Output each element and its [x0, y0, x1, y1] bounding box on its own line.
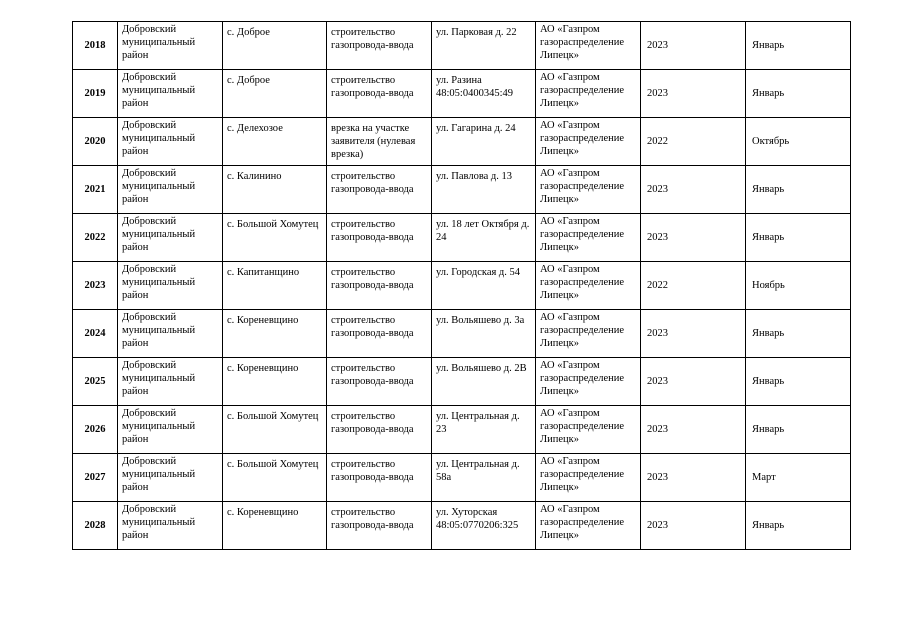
work-type-cell: строительство газопровода-ввода — [327, 166, 432, 214]
organization-cell: АО «Газпром газораспределение Липецк» — [536, 454, 641, 502]
year-cell: 2023 — [641, 454, 746, 502]
gas-works-table — [72, 21, 851, 550]
table-row — [73, 406, 851, 454]
work-type-cell: строительство газопровода-ввода — [327, 502, 432, 550]
organization-cell: АО «Газпром газораспределение Липецк» — [536, 310, 641, 358]
year-cell: 2023 — [641, 310, 746, 358]
district-cell: Добровский муниципальный район — [118, 502, 223, 550]
row-number: 2021 — [73, 166, 118, 214]
month-cell: Январь — [746, 166, 851, 214]
address-cell: ул. Вольяшево д. 3а — [432, 310, 536, 358]
month-cell: Январь — [746, 310, 851, 358]
organization-cell: АО «Газпром газораспределение Липецк» — [536, 358, 641, 406]
row-number: 2027 — [73, 454, 118, 502]
year-cell: 2022 — [641, 118, 746, 166]
row-number: 2020 — [73, 118, 118, 166]
address-cell: ул. 18 лет Октября д. 24 — [432, 214, 536, 262]
year-cell: 2023 — [641, 406, 746, 454]
district-cell: Добровский муниципальный район — [118, 358, 223, 406]
table-row — [73, 166, 851, 214]
table-row — [73, 454, 851, 502]
table-row — [73, 118, 851, 166]
district-cell: Добровский муниципальный район — [118, 310, 223, 358]
settlement-cell: с. Калинино — [223, 166, 327, 214]
month-cell: Ноябрь — [746, 262, 851, 310]
district-cell: Добровский муниципальный район — [118, 166, 223, 214]
settlement-cell: с. Большой Хомутец — [223, 214, 327, 262]
row-number: 2018 — [73, 22, 118, 70]
work-type-cell: строительство газопровода-ввода — [327, 358, 432, 406]
year-cell: 2023 — [641, 358, 746, 406]
settlement-cell: с. Доброе — [223, 70, 327, 118]
address-cell: ул. Городская д. 54 — [432, 262, 536, 310]
work-type-cell: врезка на участке заявителя (нулевая врезка) — [327, 118, 432, 166]
table-row — [73, 358, 851, 406]
district-cell: Добровский муниципальный район — [118, 118, 223, 166]
district-cell: Добровский муниципальный район — [118, 70, 223, 118]
year-cell: 2023 — [641, 70, 746, 118]
year-cell: 2023 — [641, 166, 746, 214]
settlement-cell: с. Кореневщино — [223, 502, 327, 550]
month-cell: Январь — [746, 22, 851, 70]
settlement-cell: с. Большой Хомутец — [223, 406, 327, 454]
address-cell: ул. Парковая д. 22 — [432, 22, 536, 70]
district-cell: Добровский муниципальный район — [118, 454, 223, 502]
work-type-cell: строительство газопровода-ввода — [327, 214, 432, 262]
district-cell: Добровский муниципальный район — [118, 406, 223, 454]
year-cell: 2023 — [641, 22, 746, 70]
work-type-cell: строительство газопровода-ввода — [327, 262, 432, 310]
address-cell: ул. Вольяшево д. 2В — [432, 358, 536, 406]
address-cell: ул. Павлова д. 13 — [432, 166, 536, 214]
year-cell: 2023 — [641, 214, 746, 262]
table-row — [73, 70, 851, 118]
organization-cell: АО «Газпром газораспределение Липецк» — [536, 166, 641, 214]
work-type-cell: строительство газопровода-ввода — [327, 310, 432, 358]
table-row — [73, 262, 851, 310]
month-cell: Январь — [746, 70, 851, 118]
table-row — [73, 214, 851, 262]
row-number: 2028 — [73, 502, 118, 550]
month-cell: Октябрь — [746, 118, 851, 166]
year-cell: 2023 — [641, 502, 746, 550]
month-cell: Январь — [746, 358, 851, 406]
row-number: 2024 — [73, 310, 118, 358]
table-row — [73, 502, 851, 550]
row-number: 2019 — [73, 70, 118, 118]
district-cell: Добровский муниципальный район — [118, 22, 223, 70]
row-number: 2026 — [73, 406, 118, 454]
organization-cell: АО «Газпром газораспределение Липецк» — [536, 70, 641, 118]
table-row — [73, 22, 851, 70]
organization-cell: АО «Газпром газораспределение Липецк» — [536, 118, 641, 166]
row-number: 2023 — [73, 262, 118, 310]
work-type-cell: строительство газопровода-ввода — [327, 406, 432, 454]
organization-cell: АО «Газпром газораспределение Липецк» — [536, 22, 641, 70]
address-cell: ул. Гагарина д. 24 — [432, 118, 536, 166]
address-cell: ул. Центральная д. 58а — [432, 454, 536, 502]
row-number: 2022 — [73, 214, 118, 262]
address-cell: ул. Центральная д. 23 — [432, 406, 536, 454]
organization-cell: АО «Газпром газораспределение Липецк» — [536, 406, 641, 454]
month-cell: Март — [746, 454, 851, 502]
organization-cell: АО «Газпром газораспределение Липецк» — [536, 214, 641, 262]
table-body — [73, 22, 851, 550]
table-row — [73, 310, 851, 358]
settlement-cell: с. Кореневщино — [223, 358, 327, 406]
settlement-cell: с. Доброе — [223, 22, 327, 70]
district-cell: Добровский муниципальный район — [118, 262, 223, 310]
address-cell: ул. Хуторская 48:05:0770206:325 — [432, 502, 536, 550]
work-type-cell: строительство газопровода-ввода — [327, 22, 432, 70]
address-cell: ул. Разина 48:05:0400345:49 — [432, 70, 536, 118]
month-cell: Январь — [746, 502, 851, 550]
organization-cell: АО «Газпром газораспределение Липецк» — [536, 262, 641, 310]
district-cell: Добровский муниципальный район — [118, 214, 223, 262]
month-cell: Январь — [746, 406, 851, 454]
work-type-cell: строительство газопровода-ввода — [327, 70, 432, 118]
row-number: 2025 — [73, 358, 118, 406]
organization-cell: АО «Газпром газораспределение Липецк» — [536, 502, 641, 550]
settlement-cell: с. Большой Хомутец — [223, 454, 327, 502]
settlement-cell: с. Кореневщино — [223, 310, 327, 358]
settlement-cell: с. Капитанщино — [223, 262, 327, 310]
work-type-cell: строительство газопровода-ввода — [327, 454, 432, 502]
year-cell: 2022 — [641, 262, 746, 310]
settlement-cell: с. Делехозое — [223, 118, 327, 166]
month-cell: Январь — [746, 214, 851, 262]
